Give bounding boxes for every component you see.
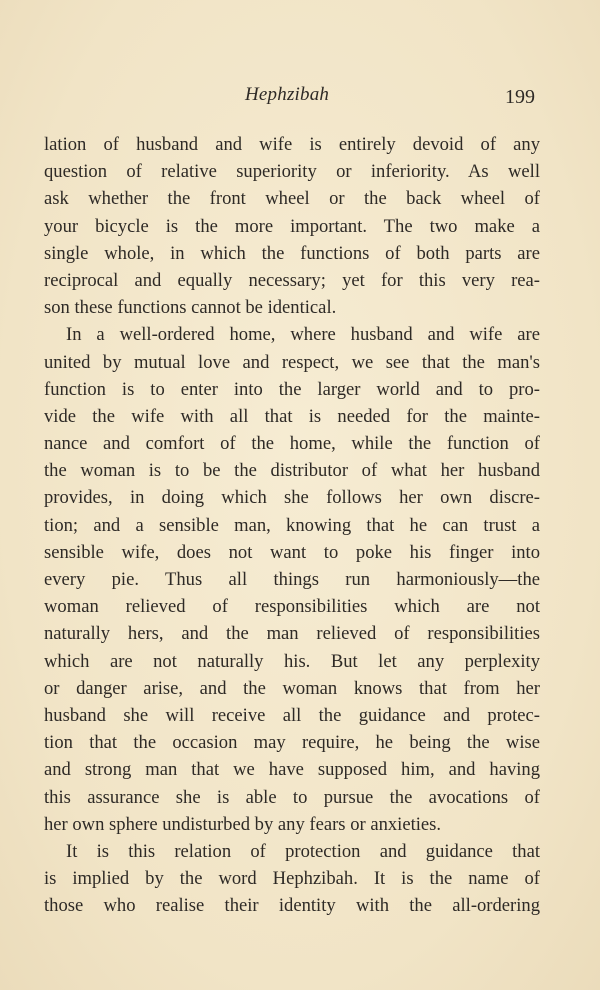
paragraph [44,131,540,321]
paragraph [44,321,540,838]
text-line: In a well-ordered home, where husband and wife are [66,324,540,346]
text-line: those who realise their identity with the all-ordering [44,895,540,917]
text-line: reciprocal and equally necessary; yet for this very rea- [44,269,540,291]
text-line: question of relative superiority or inferiority. As well [44,161,540,183]
text-line: single whole, in which the functions of both parts are [44,242,540,264]
text-line: nance and comfort of the home, while the function of [44,433,540,455]
text-line: and strong man that we have supposed him, and having [44,759,540,781]
text-line: or danger arise, and the woman knows that from her [44,677,540,699]
text-line: naturally hers, and the man relieved of responsibilities [44,623,540,645]
running-head [0,84,600,114]
text-line: provides, in doing which she follows her own discre- [44,487,540,509]
text-line: lation of husband and wife is entirely devoid of any [44,134,540,155]
page-number: 199 [505,86,535,108]
text-line: ask whether the front wheel or the back wheel of [44,188,540,210]
paragraph [44,838,540,920]
text-line: your bicycle is the more important. The two make a [44,215,540,237]
text-line: is implied by the word Hephzibah. It is the name of [44,868,540,890]
text-line: this assurance she is able to pursue the avocations of [44,786,540,808]
text-line: husband she will receive all the guidance and protec- [44,704,540,726]
text-line: tion; and a sensible man, knowing that he can trust a [44,514,540,536]
text-line: woman relieved of responsibilities which are not [44,596,540,618]
text-line: vide the wife with all that is needed for the mainte- [44,405,540,427]
body-text [44,131,540,919]
text-line: which are not naturally his. But let any perplexity [44,650,540,672]
running-title: Hephzibah [245,84,330,105]
text-line: the woman is to be the distributor of what her husband [44,460,540,482]
text-line: sensible wife, does not want to poke his finger into [44,541,540,563]
text-line: son these functions cannot be identical. [44,297,337,319]
text-line: tion that the occasion may require, he being the wise [44,732,540,754]
text-line: every pie. Thus all things run harmoniously—the [44,569,540,590]
text-line: It is this relation of protection and guidance that [66,840,540,862]
text-line: united by mutual love and respect, we see that the man's [44,351,540,373]
text-line: function is to enter into the larger world and to pro- [44,378,540,400]
text-line: her own sphere undisturbed by any fears or anxieties. [44,813,442,835]
